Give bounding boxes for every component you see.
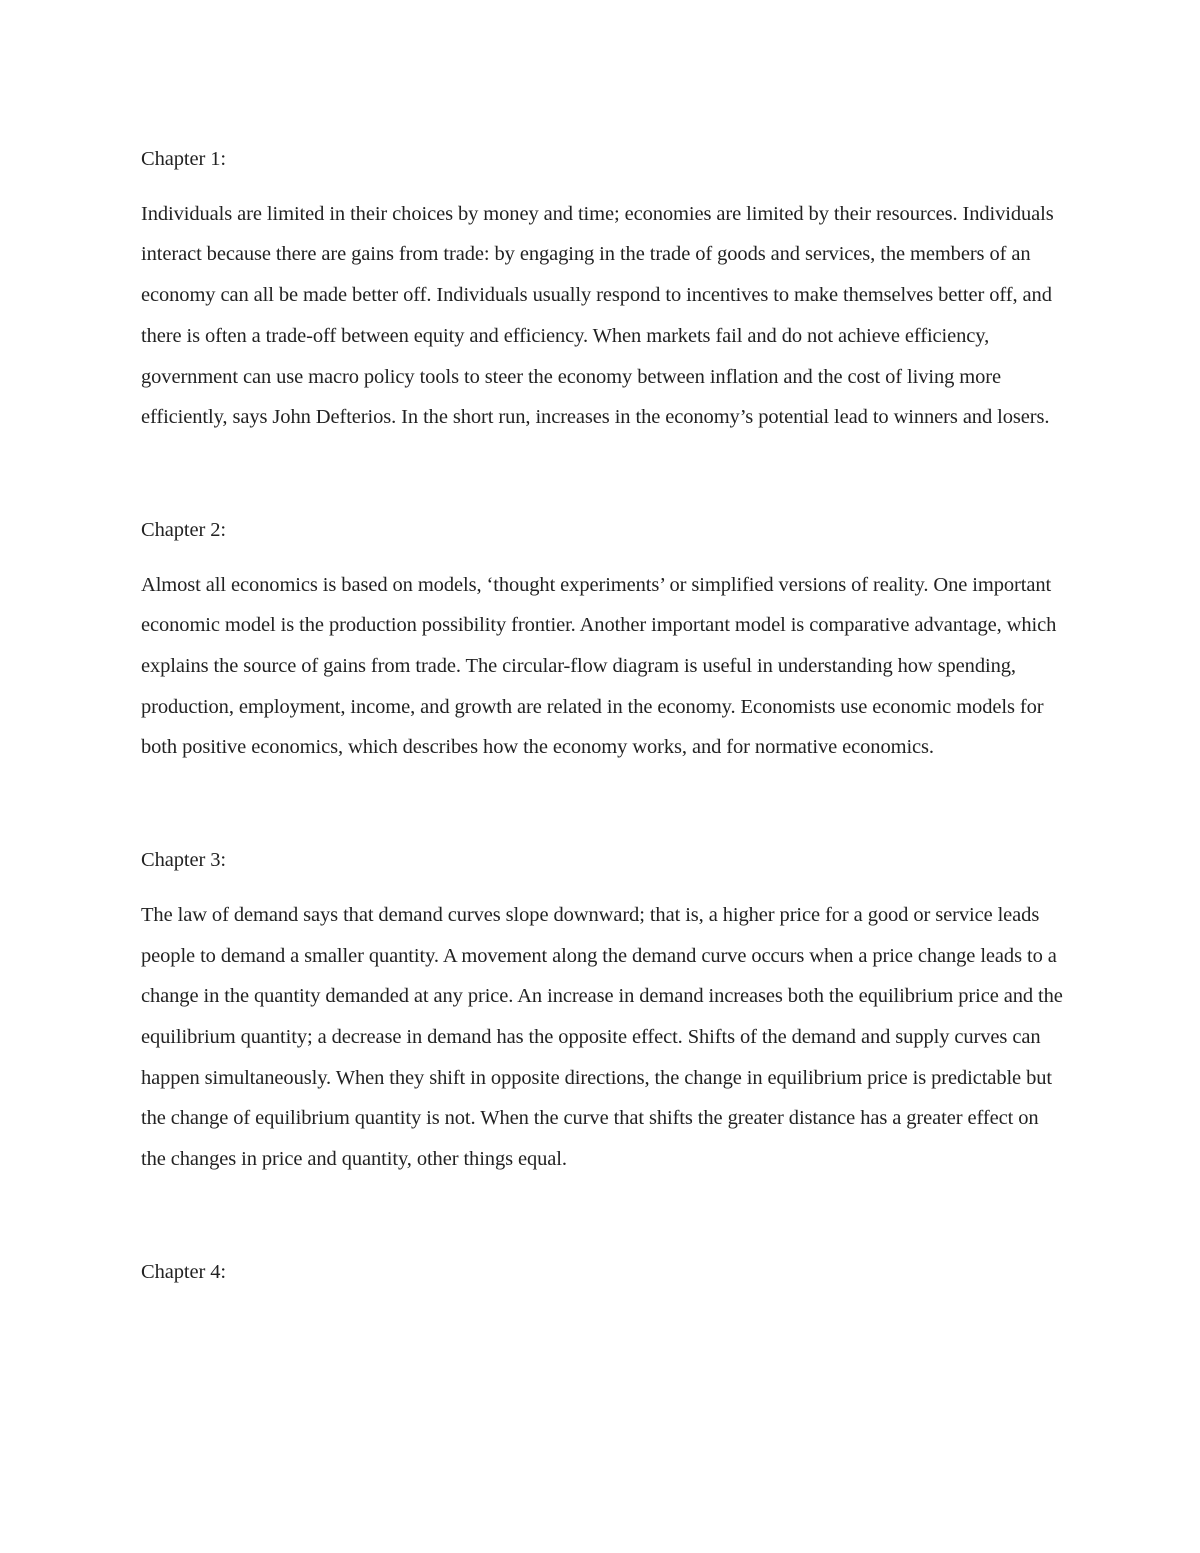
chapter-3-section (141, 840, 1066, 1180)
document-content (141, 139, 1066, 1292)
chapter-4-section (141, 1252, 1066, 1293)
chapter-2-section (141, 510, 1066, 768)
chapter-2-body: Almost all economics is based on models, ‘thought experiments’ or simplified versions of reality. One important economic model is the production possibility frontier. Another important model is comparative advantage, which explains the source of gains from trade. The circular-flow diagram is useful in understanding how spending, production, employment, income, and growth are related in the economy. Economists use economic models for both positive economics, which describes how the economy works, and for normative economics. (141, 573, 1057, 759)
chapter-1-heading: Chapter 1: (141, 148, 226, 170)
chapter-3-body: The law of demand says that demand curves slope downward; that is, a higher price for a good or service leads people to demand a smaller quantity. A movement along the demand curve occurs when a price change leads to a change in the quantity demanded at any price. An increase in demand increases both the equilibrium price and the equilibrium quantity; a decrease in demand has the opposite effect. Shifts of the demand and supply curves can happen simultaneously. When they shift in opposite directions, the change in equilibrium price is predictable but the change of equilibrium quantity is not. When the curve that shifts the greater distance has a greater effect on the changes in price and quantity, other things equal. (141, 903, 1063, 1171)
chapter-1-section (141, 139, 1066, 438)
chapter-4-heading: Chapter 4: (141, 1260, 226, 1283)
chapter-1-body: Individuals are limited in their choices by money and time; economies are limited by their resources. Individuals interact because there are gains from trade: by engaging in the trade of goods and services, the members of an economy can all be made better off. Individuals usually respond to incentives to make themselves better off, and there is often a trade-off between equity and efficiency. When markets fail and do not achieve efficiency, government can use macro policy tools to steer the economy between inflation and the cost of living more efficiently, says John Defterios. In the short run, increases in the economy’s potential lead to winners and losers. (141, 202, 1054, 429)
chapter-2-heading: Chapter 2: (141, 518, 226, 541)
chapter-3-heading: Chapter 3: (141, 849, 226, 872)
